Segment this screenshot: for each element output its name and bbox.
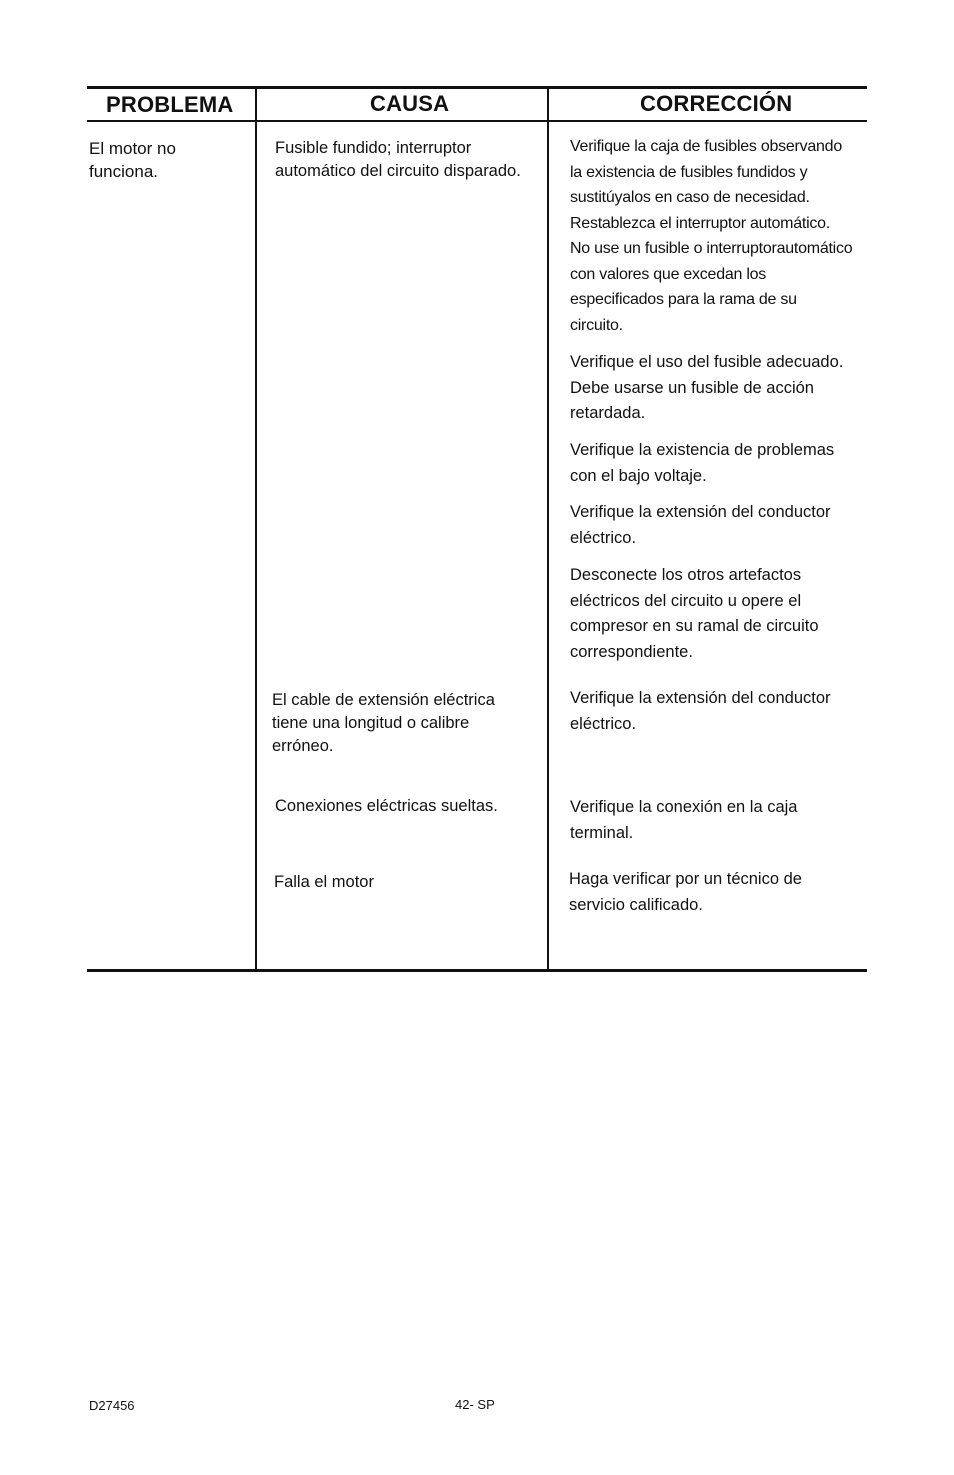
column-divider-left	[255, 88, 257, 971]
correction-line: con el bajo voltaje.	[570, 466, 707, 485]
correction-line: Verifique la extensión del conductor	[570, 689, 831, 707]
correction-low-voltage	[570, 438, 870, 489]
cause-line: Falla el motor	[274, 873, 374, 891]
correction-line: Desconecte los otros artefactos	[570, 566, 802, 584]
correction-line: la existencia de fusibles fundidos y	[570, 163, 808, 181]
correction-line: terminal.	[570, 823, 634, 842]
problem-text	[89, 137, 176, 183]
correction-extension-cable	[570, 686, 870, 737]
correction-fuse-type	[570, 350, 870, 427]
problem-line: funciona.	[89, 162, 158, 181]
cause-fuse	[275, 137, 521, 183]
correction-line: Verifique la caja de fusibles observando	[570, 138, 842, 155]
header-correccion: CORRECCIÓN	[640, 91, 793, 116]
correction-line: retardada.	[570, 404, 646, 422]
correction-line: No use un fusible o interruptorautomático	[570, 240, 853, 257]
correction-line: compresor en su ramal de circuito	[570, 617, 819, 635]
correction-line: eléctricos del circuito u opere el	[570, 591, 802, 610]
correction-line: con valores que excedan los	[570, 265, 767, 283]
table-bottom-rule	[87, 969, 867, 972]
cause-extension-cable	[272, 689, 495, 758]
problem-line: El motor no	[89, 139, 176, 158]
correction-technician	[569, 867, 869, 918]
correction-fuse-box	[570, 134, 870, 338]
cause-line: erróneo.	[272, 737, 334, 755]
correction-line: Haga verificar por un técnico de	[569, 870, 802, 888]
correction-extension-cord	[570, 500, 870, 551]
correction-line: Restablezca el interruptor automático.	[570, 214, 830, 232]
cause-line: El cable de extensión eléctrica	[272, 691, 495, 709]
correction-line: eléctrico.	[570, 714, 637, 733]
cause-loose-connections	[275, 795, 498, 818]
header-problema: PROBLEMA	[106, 92, 234, 117]
cause-motor-failure	[274, 871, 374, 894]
correction-line: eléctrico.	[570, 528, 637, 547]
cause-line: automático del circuito disparado.	[275, 162, 521, 180]
correction-line: servicio calificado.	[569, 895, 703, 914]
correction-disconnect-appliances	[570, 563, 870, 665]
column-divider-right	[547, 88, 549, 971]
footer-model-number: D27456	[89, 1398, 135, 1413]
header-causa: CAUSA	[370, 91, 450, 116]
cause-line: Conexiones eléctricas sueltas.	[275, 797, 498, 815]
cause-line: Fusible fundido; interruptor	[275, 139, 472, 157]
footer-page-number: 42- SP	[455, 1397, 495, 1412]
correction-line: especificados para la rama de su	[570, 291, 797, 308]
correction-line: sustitúyalos en caso de necesidad.	[570, 189, 810, 206]
correction-line: circuito.	[570, 316, 623, 334]
correction-terminal-box	[570, 795, 870, 846]
correction-line: Verifique la extensión del conductor	[570, 503, 831, 521]
correction-line: correspondiente.	[570, 642, 693, 661]
correction-line: Verifique el uso del fusible adecuado.	[570, 353, 844, 371]
correction-line: Verifique la conexión en la caja	[570, 798, 798, 816]
cause-line: tiene una longitud o calibre	[272, 714, 470, 732]
correction-line: Verifique la existencia de problemas	[570, 441, 835, 459]
table-top-rule	[87, 86, 867, 89]
header-bottom-rule	[87, 120, 867, 122]
correction-line: Debe usarse un fusible de acción	[570, 378, 814, 397]
